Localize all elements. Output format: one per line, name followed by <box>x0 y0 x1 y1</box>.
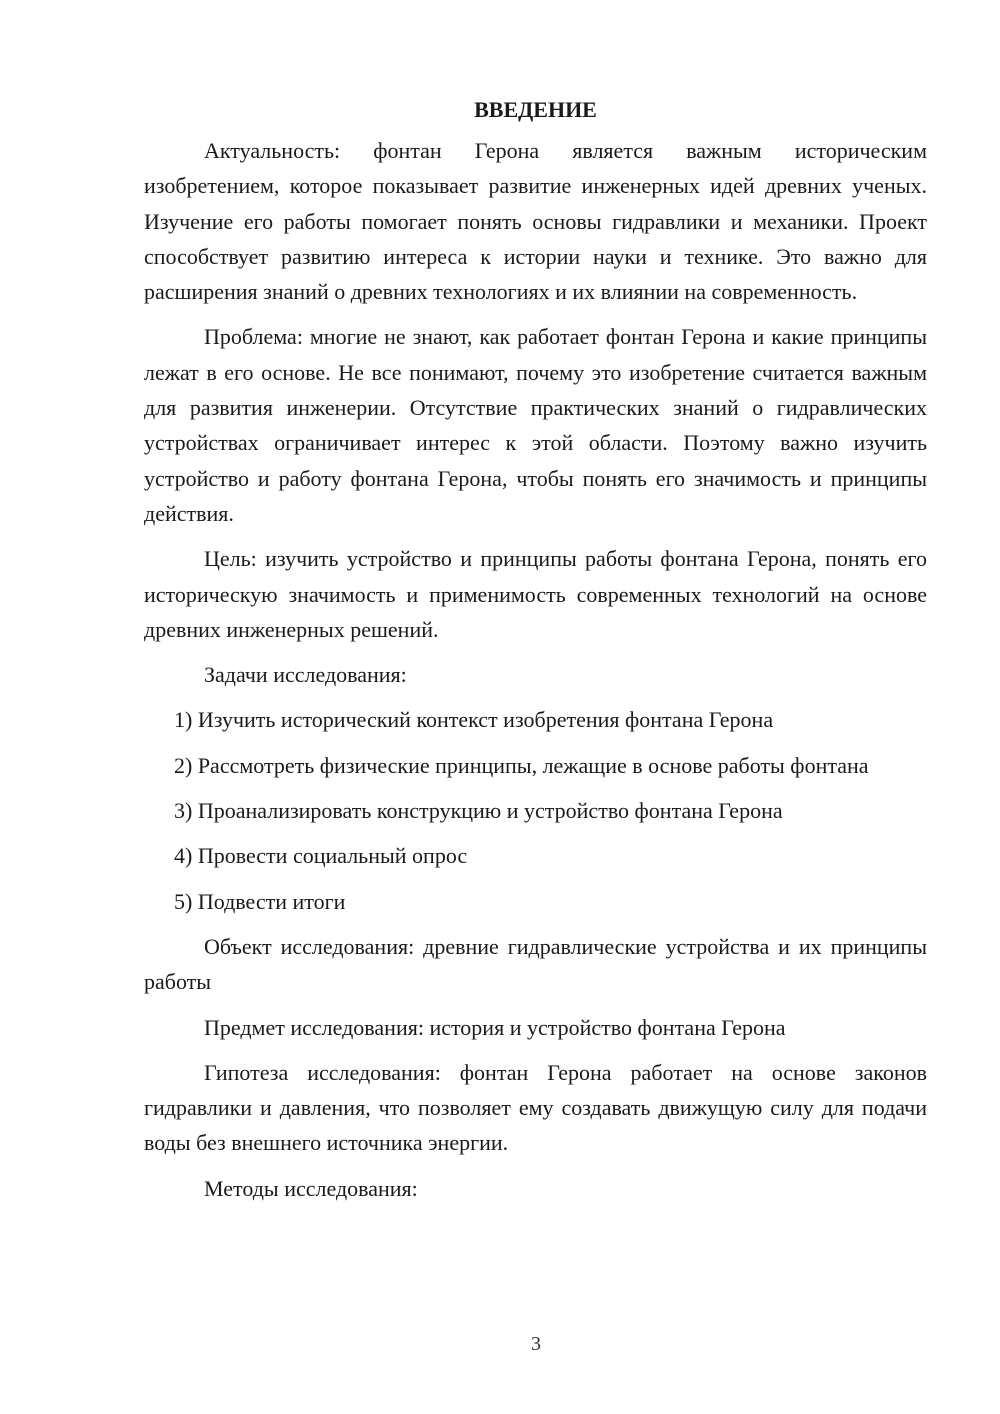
task-item-2: 2) Рассмотреть физические принципы, лежащие в основе работы фонтана <box>174 752 869 778</box>
task-item-5: 5) Подвести итоги <box>174 888 346 914</box>
section-title: ВВЕДЕНИЕ <box>474 97 597 122</box>
paragraph-relevance: Актуальность: фонтан Герона является важным историческим изобретением, которое показывает развитие инженерных идей древних ученых. Изучение его работы помогает понять основы гидравлики и механики. Проект способствует развитию интереса к истории науки и технике. Это важно для расширения знаний о древних технологиях и их влиянии на современность. <box>144 138 927 305</box>
document-page <box>144 92 927 1216</box>
paragraph-subject: Предмет исследования: история и устройство фонтана Герона <box>204 1014 786 1040</box>
task-item-1: 1) Изучить исторический контекст изобретения фонтана Герона <box>174 707 774 733</box>
page-number: 3 <box>531 1333 541 1355</box>
paragraph-object: Объект исследования: древние гидравлические устройства и их принципы работы <box>144 933 927 995</box>
paragraph-tasks-heading: Задачи исследования: <box>204 662 407 688</box>
paragraph-problem: Проблема: многие не знают, как работает фонтан Герона и какие принципы лежат в его основе. Не все понимают, почему это изобретение считается важным для развития инженерии. Отсутствие практических знаний о гидравлических устройствах ограничивает интерес к этой области. Поэтому важно изучить устройство и работу фонтана Герона, чтобы понять его значимость и принципы действия. <box>144 324 927 526</box>
paragraph-hypothesis: Гипотеза исследования: фонтан Герона работает на основе законов гидравлики и давления, что позволяет ему создавать движущую силу для подачи воды без внешнего источника энергии. <box>144 1059 927 1156</box>
paragraph-methods: Методы исследования: <box>204 1175 418 1201</box>
task-item-4: 4) Провести социальный опрос <box>174 843 468 869</box>
paragraph-goal: Цель: изучить устройство и принципы работы фонтана Герона, понять его историческую значимость и применимость современных технологий на основе древних инженерных решений. <box>144 546 927 642</box>
task-item-3: 3) Проанализировать конструкцию и устройство фонтана Герона <box>174 798 783 824</box>
